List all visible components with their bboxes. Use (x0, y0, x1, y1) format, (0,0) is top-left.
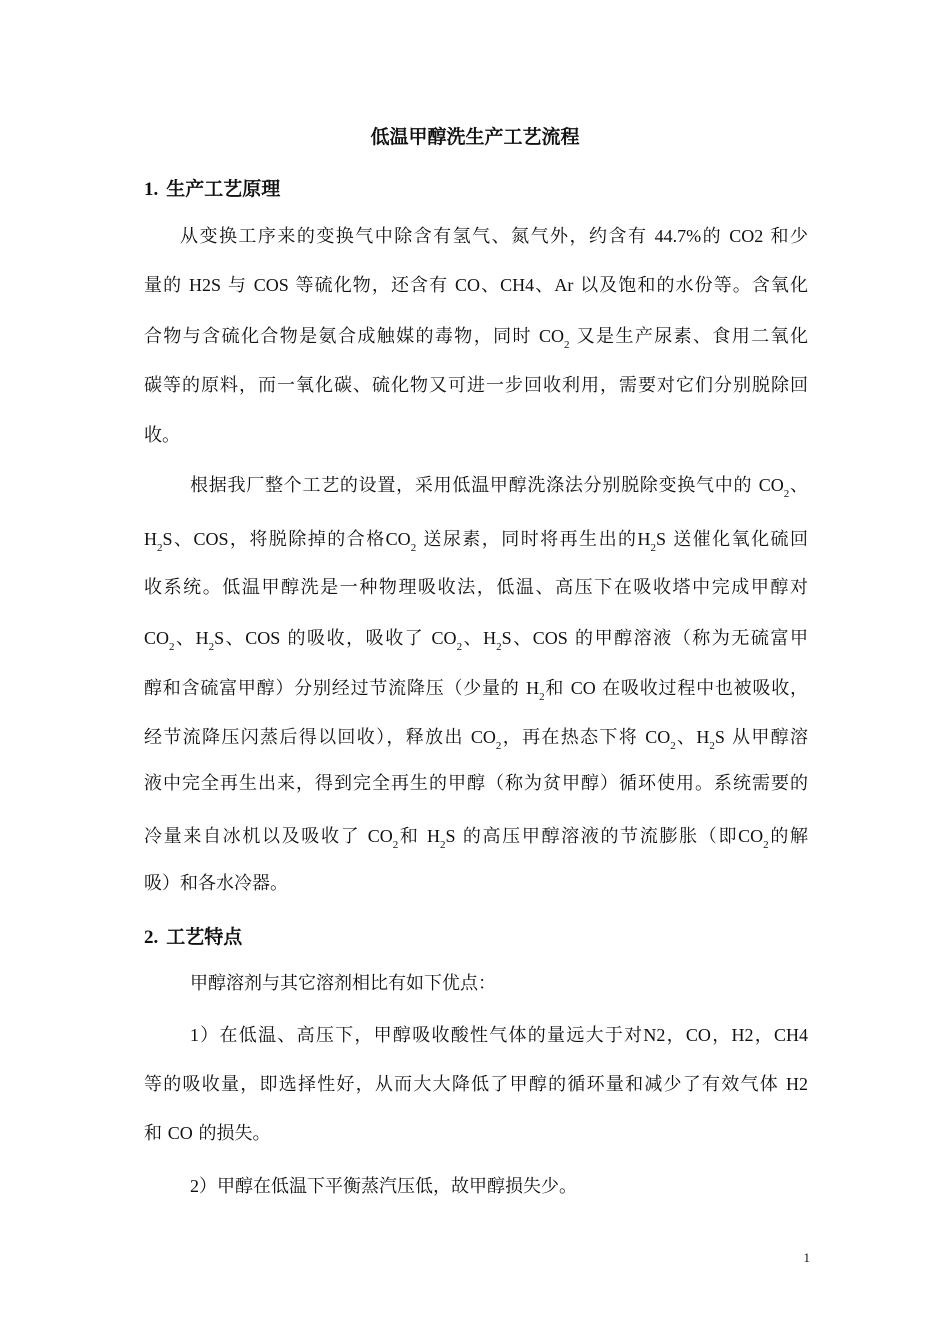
paragraph-line: 碳等的原料，而一氧化碳、硫化物又可进一步回收利用，需要对它们分别脱除回 (144, 375, 808, 396)
paragraph-line: 冷量来自冰机以及吸收了 $CO_2$和 $H_2S$ 的高压甲醇溶液的节流膨胀（即$CO_2$的解 (144, 826, 808, 851)
paragraph-line: 和 CO 的损失。 (144, 1123, 271, 1144)
paragraph-line: 从变换工序来的变换气中除含有氢气、氮气外，约含有 44.7%的 CO2 和少 (180, 226, 808, 247)
document-title: 低温甲醇洗生产工艺流程 (370, 126, 580, 148)
paragraph-line: 等的吸收量，即选择性好，从而大大降低了甲醇的循环量和减少了有效气体 H2 (144, 1074, 808, 1095)
section-title: 工艺特点 (166, 926, 243, 948)
page-number: 1 (803, 1250, 810, 1265)
section-title: 生产工艺原理 (166, 178, 281, 200)
list-item: 1）在低温、高压下，甲醇吸收酸性气体的量远大于对N2，CO，H2，CH4 (190, 1025, 808, 1046)
paragraph-line: 收系统。低温甲醇洗是一种物理吸收法，低温、高压下在吸收塔中完成甲醇对 (144, 577, 808, 598)
section-number: 1. (144, 179, 159, 200)
section-number: 2. (144, 927, 159, 948)
paragraph-line: 醇和含硫富甲醇）分别经过节流降压（少量的 $H_2$和 CO 在吸收过程中也被吸收， (144, 678, 809, 703)
paragraph-line: 液中完全再生出来，得到完全再生的甲醇（称为贫甲醇）循环使用。系统需要的 (144, 773, 808, 794)
paragraph-line: 收。 (144, 425, 180, 446)
paragraph-line: 量的 H2S 与 COS 等硫化物，还含有 CO、CH4、Ar 以及饱和的水份等。含氧化 (144, 275, 809, 296)
paragraph-line: 合物与含硫化合物是氨合成触媒的毒物，同时 $CO_2$ 又是生产尿素、食用二氧化 (144, 326, 808, 351)
list-item: 2）甲醇在低温下平衡蒸汽压低，故甲醇损失少。 (190, 1176, 577, 1197)
paragraph-line: $H_2S$、COS，将脱除掉的合格$CO_2$ 送尿素，同时将再生出的$H_2S$ 送催化氧化硫回 (144, 529, 808, 554)
paragraph-line: $CO_2$、$H_2S$、COS 的吸收，吸收了 $CO_2$、$H_2S$、COS 的甲醇溶液（称为无硫富甲 (144, 628, 808, 653)
paragraph-line: 经节流降压闪蒸后得以回收），释放出 $CO_2$，再在热态下将 $CO_2$、$H_2S$ 从甲醇溶 (144, 727, 809, 752)
paragraph-line: 吸）和各水冷器。 (144, 873, 288, 894)
paragraph-line: 根据我厂整个工艺的设置，采用低温甲醇洗涤法分别脱除变换气中的 $CO_2$、 (190, 475, 808, 500)
paragraph-line: 甲醇溶剂与其它溶剂相比有如下优点： (190, 973, 496, 994)
section-heading-2 (144, 924, 242, 951)
section-heading-1 (144, 176, 280, 203)
